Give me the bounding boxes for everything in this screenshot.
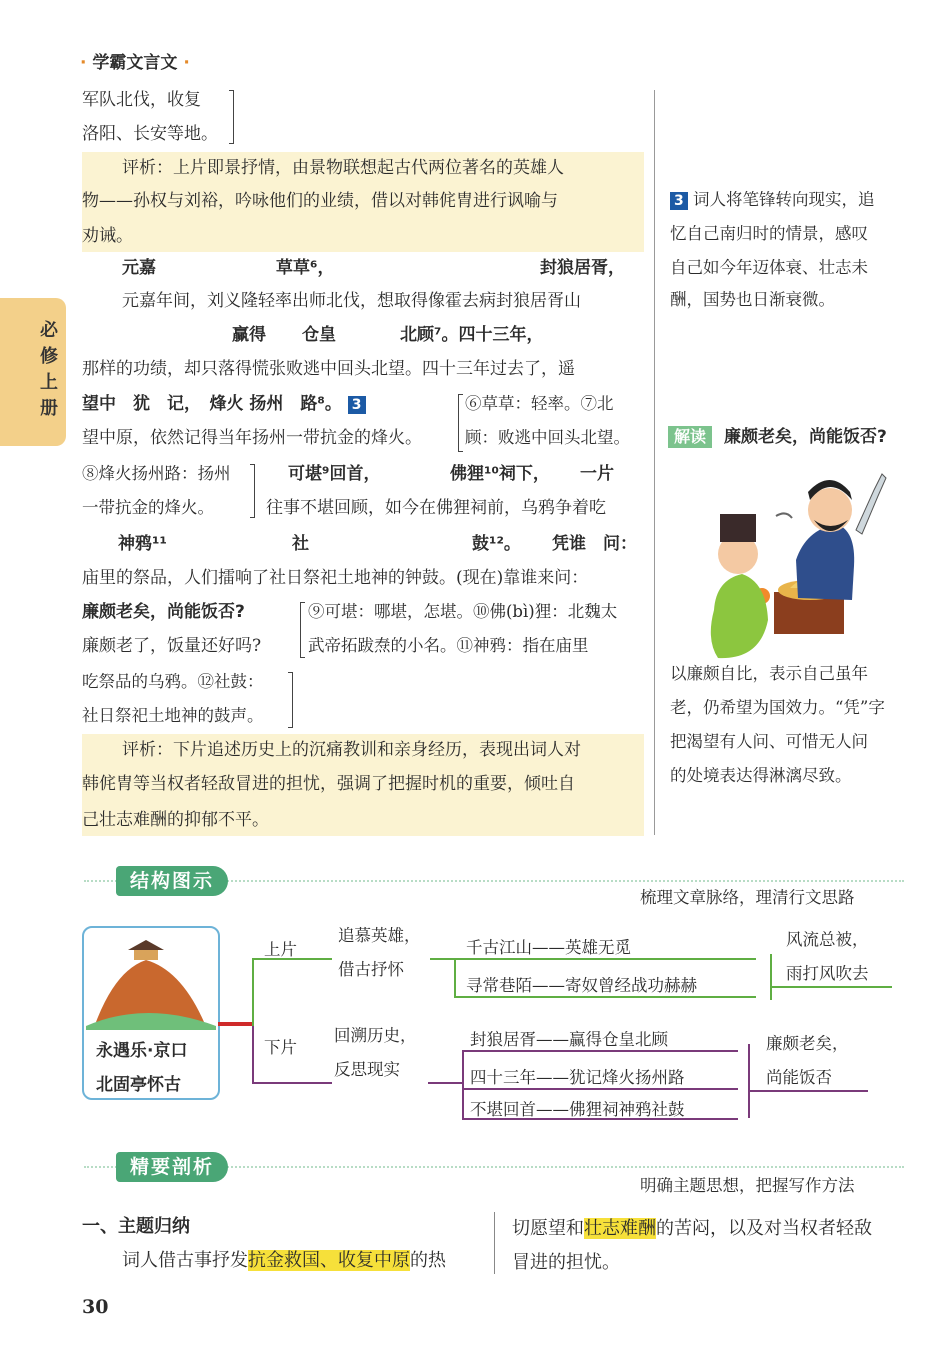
page-number: 30 <box>82 1296 109 1318</box>
footnote: ⑥草草：轻率。⑦北 <box>465 394 614 413</box>
original-text: 封狼居胥， <box>540 258 625 278</box>
connector <box>456 958 756 960</box>
original-text: 草草⁶， <box>276 258 335 278</box>
note-number-badge: 3 <box>670 192 688 210</box>
connector <box>430 958 454 960</box>
lower-theme: 反思现实 <box>334 1060 400 1079</box>
connector <box>252 958 254 1028</box>
original-text: 鼓¹²。 <box>472 534 521 554</box>
sword <box>856 474 886 534</box>
upper-theme: 追慕英雄， <box>338 926 421 945</box>
connector <box>772 986 892 988</box>
mountain-pavilion-icon <box>86 930 216 1030</box>
connector <box>464 1088 738 1090</box>
subheading: 一、主题归纳 <box>82 1216 190 1237</box>
analysis-text <box>512 1214 872 1240</box>
poem-title-line1: 永遇乐·京口 <box>96 1041 188 1061</box>
original-text: 元嘉 <box>122 258 156 278</box>
comment-text: 物——孙权与刘裕，吟咏他们的业绩，借以对韩侂胄进行讽喻与 <box>82 191 558 211</box>
upper-result: 雨打风吹去 <box>786 964 869 983</box>
note-number-badge: 3 <box>348 396 366 414</box>
comment-text: 劝诫。 <box>82 226 133 246</box>
connector <box>428 1082 462 1084</box>
side-note-text: 词人将笔锋转向现实，追 <box>693 190 875 209</box>
analysis-subtitle: 明确主题思想，把握写作方法 <box>640 1176 855 1195</box>
running-header: · 学霸文言文 · <box>80 53 190 73</box>
servant-body <box>711 574 768 658</box>
highlighted-text: 抗金救国、收复中原 <box>248 1250 410 1271</box>
connector <box>252 1082 332 1084</box>
connector <box>454 958 456 998</box>
footnote: 顾：败逃中回头北望。 <box>465 428 630 447</box>
footnote: 武帝拓跋焘的小名。⑪神鸦：指在庙里 <box>308 636 589 655</box>
comment-text: 己壮志难酬的抑郁不平。 <box>82 810 269 830</box>
analysis-text-span: 的热 <box>410 1250 446 1271</box>
original-text: 仓皇 <box>302 325 336 345</box>
connector <box>464 1050 738 1052</box>
original-text: 佛狸¹⁰祠下， <box>450 464 550 484</box>
motion-line <box>776 513 792 518</box>
lower-result: 廉颇老矣， <box>766 1034 849 1053</box>
original-text: 赢得 <box>232 325 266 345</box>
jiedu-text: 以廉颇自比，表示自己虽年 <box>670 664 868 683</box>
original-text: 廉颇老矣，尚能饭否? <box>82 602 245 622</box>
side-tab-label: 必修上册 <box>40 320 58 419</box>
lower-result: 尚能饭否 <box>766 1068 832 1087</box>
footnote: 社日祭祀土地神的鼓声。 <box>82 706 264 725</box>
upper-theme: 借古抒怀 <box>338 960 404 979</box>
bracket <box>288 672 293 728</box>
footnote: 吃祭品的乌鸦。⑫社鼓： <box>82 672 264 691</box>
bracket <box>229 90 234 144</box>
poem-title-line2: 北固亭怀古 <box>96 1075 181 1095</box>
side-note-text: 酬，国势也日渐衰微。 <box>670 290 835 309</box>
comment-text: 韩侂胄等当权者轻敌冒进的担忧，强调了把握时机的重要，倾吐自 <box>82 774 575 794</box>
upper-result: 风流总被， <box>786 930 869 949</box>
jiedu-text: 把渴望有人问、可惜无人问 <box>670 732 868 751</box>
footnote: 一带抗金的烽火。 <box>82 498 214 517</box>
pavilion-body <box>134 950 158 960</box>
poem-card <box>82 926 220 1100</box>
upper-item: 寻常巷陌——寄奴曾经战功赫赫 <box>466 976 697 995</box>
lower-theme: 回溯历史， <box>334 1026 417 1045</box>
analysis-text-span: 词人借古事抒发 <box>122 1250 248 1271</box>
jiedu-badge: 解读 <box>668 426 712 448</box>
connector <box>750 1090 868 1092</box>
bracket <box>300 602 305 658</box>
connector-red <box>218 1022 254 1026</box>
bracket <box>458 394 463 452</box>
header-title: 学霸文言文 <box>92 53 178 73</box>
original-text: 社 <box>292 534 309 554</box>
original-text: 一片 <box>580 464 614 484</box>
translation-text: 望中原，依然记得当年扬州一带抗金的烽火。 <box>82 428 422 448</box>
highlighted-text: 壮志难酬 <box>584 1218 656 1239</box>
column-divider <box>654 90 655 835</box>
lower-item: 四十三年——犹记烽火扬州路 <box>470 1068 685 1087</box>
analysis-text: 冒进的担忧。 <box>512 1252 620 1273</box>
connector <box>456 996 756 998</box>
analysis-text <box>122 1246 446 1272</box>
side-note-text: 自己如今年迈体衰、壮志未 <box>670 258 868 277</box>
bracket <box>250 464 255 518</box>
original-text: 可堪⁹回首， <box>288 464 381 484</box>
jiedu-text: 老，仍希望为国效力。“凭”字 <box>670 698 885 717</box>
lower-item: 封狼居胥——赢得仓皇北顾 <box>470 1030 668 1049</box>
connector <box>462 1050 464 1120</box>
pavilion-roof <box>128 940 164 950</box>
translation-text: 庙里的祭品，人们擂响了社日祭祀土地神的钟鼓。(现在)靠谁来问： <box>82 568 589 588</box>
text-line: 军队北伐，收复 <box>82 90 201 110</box>
original-text: 神鸦¹¹ <box>118 534 167 554</box>
servant-hat <box>720 514 756 542</box>
connector <box>252 1026 254 1082</box>
general-body <box>796 524 854 600</box>
translation-text: 元嘉年间，刘义隆轻率出师北伐，想取得像霍去病封狼居胥山 <box>122 291 581 311</box>
lower-item: 不堪回首——佛狸祠神鸦社鼓 <box>470 1100 685 1119</box>
comment-text: 评析：上片即景抒情，由景物联想起古代两位著名的英雄人 <box>122 158 564 178</box>
illustration-lianpo <box>706 470 906 660</box>
upper-item: 千古江山——英雄无觅 <box>466 938 631 957</box>
jiedu-title: 廉颇老矣，尚能饭否? <box>724 427 887 447</box>
text-line: 洛阳、长安等地。 <box>82 124 218 144</box>
translation-text: 往事不堪回顾，如今在佛狸祠前，乌鸦争着吃 <box>266 498 606 518</box>
structure-badge: 结构图示 <box>116 866 228 896</box>
structure-subtitle: 梳理文章脉络，理清行文思路 <box>640 888 855 907</box>
translation-text: 廉颇老了，饭量还好吗? <box>82 636 262 656</box>
upper-label: 上片 <box>264 940 297 959</box>
footnote: ⑨可堪：哪堪，怎堪。⑩佛(bì)狸：北魏太 <box>308 602 618 621</box>
column-divider <box>494 1212 495 1274</box>
side-note <box>670 188 875 212</box>
jiedu-text: 的处境表达得淋漓尽致。 <box>670 766 852 785</box>
analysis-text-span: 的苦闷，以及对当权者轻敌 <box>656 1218 872 1239</box>
side-tab <box>0 298 66 446</box>
original-text: 北顾⁷。四十三年， <box>400 325 544 345</box>
analysis-badge: 精要剖析 <box>116 1152 228 1182</box>
original-text: 凭谁 问： <box>552 534 637 554</box>
connector <box>770 954 772 1000</box>
comment-text: 评析：下片追述历史上的沉痛教训和亲身经历，表现出词人对 <box>122 740 581 760</box>
side-note-text: 忆自己南归时的情景，感叹 <box>670 224 868 243</box>
original-text-span: 望中 犹 记， 烽火 扬州 路⁸。 <box>82 394 342 414</box>
mountain <box>96 960 204 1022</box>
footnote: ⑧烽火扬州路：扬州 <box>82 464 231 483</box>
translation-text: 那样的功绩，却只落得慌张败逃中回头北望。四十三年过去了，遥 <box>82 359 575 379</box>
lower-label: 下片 <box>264 1038 297 1057</box>
connector <box>748 1044 750 1118</box>
analysis-text-span: 切愿望和 <box>512 1218 584 1239</box>
